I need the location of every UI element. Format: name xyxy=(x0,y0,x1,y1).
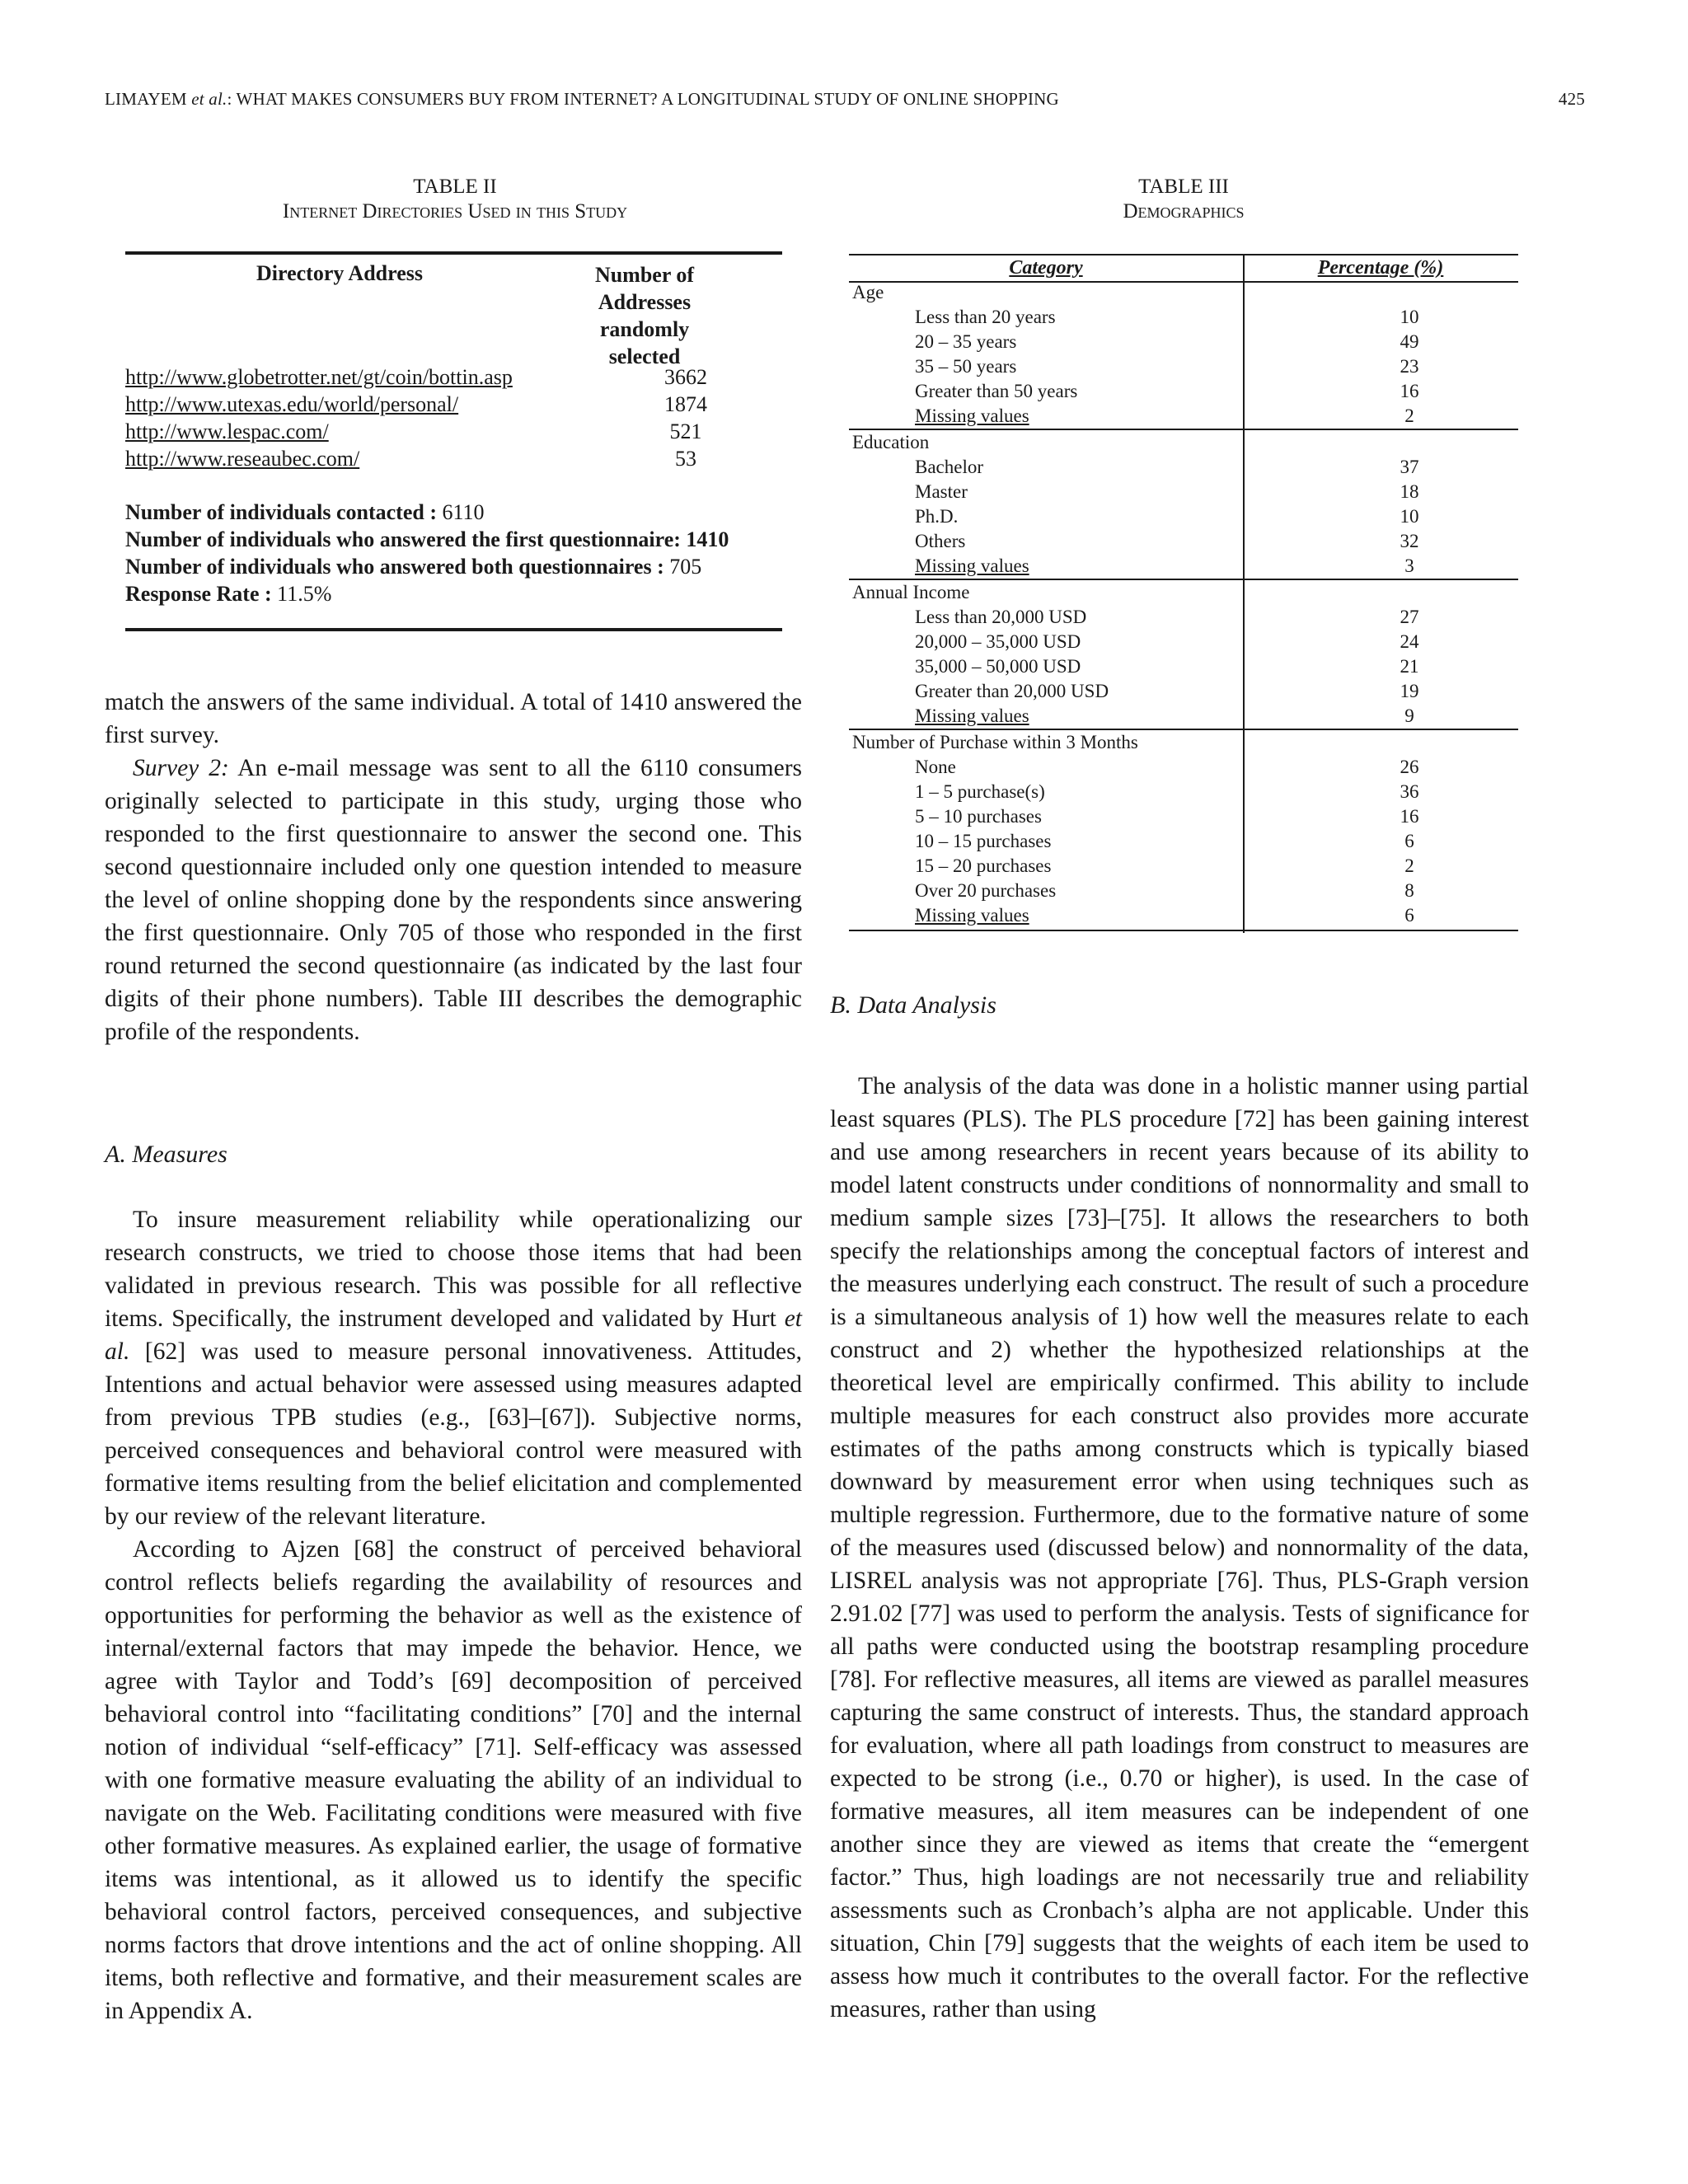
table2-row xyxy=(125,392,782,419)
row-label: Missing values xyxy=(915,705,1029,726)
table3-row xyxy=(849,630,1518,654)
paragraph: match the answers of the same individual. A total of 1410 answered the first survey. xyxy=(105,689,802,748)
table2-bottom-rule xyxy=(125,628,782,631)
summary-label: Number of individuals who answered both questionnaires : xyxy=(125,555,664,579)
paragraph xyxy=(105,1203,802,1533)
row-value: 6 xyxy=(1404,831,1414,851)
table3-row xyxy=(849,854,1518,879)
header-et-al: et al. xyxy=(191,89,227,109)
table2-row xyxy=(125,447,782,474)
page-number: 425 xyxy=(1558,89,1585,109)
paragraph-lead: Survey 2: xyxy=(133,755,229,781)
row-value: 6 xyxy=(1404,905,1414,926)
table3-row xyxy=(849,780,1518,804)
row-value: 16 xyxy=(1400,381,1419,401)
summary-label: Response Rate : xyxy=(125,582,272,606)
row-label: Master xyxy=(915,481,968,502)
table3-row xyxy=(849,605,1518,630)
table2-summary xyxy=(125,499,729,607)
row-value: 3 xyxy=(1404,555,1414,576)
summary-value: 6110 xyxy=(442,500,485,524)
table3-row xyxy=(849,755,1518,780)
row-label: None xyxy=(915,757,956,777)
section-heading-data-analysis: B. Data Analysis xyxy=(830,991,996,1019)
paragraph-text: To insure measurement reliability while operationalizing our research constructs, we tried to choose those items that had been validated in previous research. This was possible for all reflective items. Specifically, the instrument developed and validated by Hurt xyxy=(105,1207,802,1332)
table3-row xyxy=(849,480,1518,504)
group-name: Annual Income xyxy=(852,582,970,602)
table3-row xyxy=(849,804,1518,829)
row-value: 10 xyxy=(1400,506,1419,527)
row-label: Bachelor xyxy=(915,457,984,477)
table3-row xyxy=(849,879,1518,903)
table2-header-number-line: Number of xyxy=(594,263,695,287)
table2-top-rule xyxy=(125,251,782,255)
row-label: 35,000 – 50,000 USD xyxy=(915,656,1081,677)
row-value: 2 xyxy=(1404,855,1414,876)
row-value: 18 xyxy=(1400,481,1419,502)
summary-line xyxy=(125,580,729,607)
running-title xyxy=(105,89,1059,110)
summary-line xyxy=(125,499,729,526)
row-label: 35 – 50 years xyxy=(915,356,1017,377)
right-column xyxy=(830,1070,1529,2026)
running-header xyxy=(105,89,1585,114)
table3-caption xyxy=(849,175,1518,224)
paragraph-text: [62] was used to measure personal innovativeness. Attitudes, Intentions and actual behavior were assessed using measures adapted from previous TPB studies (e.g., [63]–[67]). Subjective norms, perceived consequences and behavioral control were measured with formative items resulting from the belief elicitation and complemented by our review of the relevant literature. xyxy=(105,1338,802,1530)
table3-group-row xyxy=(849,730,1518,755)
group-name: Number of Purchase within 3 Months xyxy=(852,732,1138,752)
table2-header-number-line: selected xyxy=(608,344,681,368)
table3-row xyxy=(849,654,1518,679)
row-label: 20 – 35 years xyxy=(915,331,1017,352)
row-label: Less than 20 years xyxy=(915,307,1056,327)
row-value: 16 xyxy=(1400,806,1419,827)
row-value: 21 xyxy=(1400,656,1419,677)
paragraph-et-al: et al. xyxy=(105,1305,802,1365)
row-value: 24 xyxy=(1400,631,1419,652)
paragraph xyxy=(105,752,802,1048)
table3-group-row xyxy=(849,280,1518,305)
table3-group-row xyxy=(849,430,1518,455)
left-column-top xyxy=(105,686,802,1048)
table3-row xyxy=(849,704,1518,729)
directory-link[interactable]: http://www.lespac.com/ xyxy=(125,419,329,443)
row-value: 9 xyxy=(1404,705,1414,726)
row-value: 36 xyxy=(1400,781,1419,802)
left-column-bottom xyxy=(105,1203,802,2027)
paragraph: According to Ajzen [68] the construct of perceived behavioral control reflects beliefs regarding the availability of resources and opportunities for performing the behavior as well as the existence of internal/external factors that may impede the behavior. Hence, we agree with Taylor and Todd’s [69] decomposition of perceived behavioral control into “facilitating conditions” [70] and the internal notion of individual “self-efficacy” [71]. Self-efficacy was assessed with one formative measure evaluating the ability of an individual to navigate on the Web. Facilitating conditions were measured with five other formative measures. As explained earlier, the usage of formative items was intentional, as it allowed us to identify the specific behavioral control factors, perceived consequences, and subjective norms factors that drove intentions and the act of online shopping. All items, both reflective and formative, and their measurement scales are in Appendix A. xyxy=(105,1536,802,2024)
table2-title: Internet Directories Used in this Study xyxy=(282,200,628,223)
table2-header-number xyxy=(562,261,727,370)
row-label: Missing values xyxy=(915,555,1029,576)
table3-row xyxy=(849,554,1518,579)
row-value: 37 xyxy=(1400,457,1419,477)
summary-value: 705 xyxy=(669,555,702,579)
table3-row xyxy=(849,379,1518,404)
table3-row xyxy=(849,305,1518,330)
address-count: 3662 xyxy=(664,365,707,389)
table2-caption xyxy=(125,175,785,224)
row-value: 2 xyxy=(1404,405,1414,426)
table3-row xyxy=(849,330,1518,354)
table3-header-percentage: Percentage (%) xyxy=(1317,257,1444,279)
row-label: 10 – 15 purchases xyxy=(915,831,1052,851)
row-label: 15 – 20 purchases xyxy=(915,855,1052,876)
row-value: 27 xyxy=(1400,607,1419,627)
table3 xyxy=(849,254,1518,938)
row-label: Ph.D. xyxy=(915,506,959,527)
summary-value: 11.5% xyxy=(277,582,332,606)
row-label: Missing values xyxy=(915,905,1029,926)
summary-line xyxy=(125,553,729,580)
row-label: 1 – 5 purchase(s) xyxy=(915,781,1045,802)
row-label: Missing values xyxy=(915,405,1029,426)
directory-link[interactable]: http://www.globetrotter.net/gt/coin/bottin.asp xyxy=(125,365,513,389)
directory-link[interactable]: http://www.reseaubec.com/ xyxy=(125,447,360,471)
table2-header-number-line: randomly xyxy=(599,317,690,341)
group-name: Education xyxy=(852,432,930,452)
paragraph-text: An e-mail message was sent to all the 6110 consumers originally selected to participate in this study, urging those who responded to the first questionnaire to answer the second one. This second questionnaire included only one question intended to measure the level of online shopping done by the respondents since answering the first questionnaire. Only 705 of those who responded in the first round returned the second questionnaire (as indicated by the last four digits of their phone numbers). Table III describes the demographic profile of the respondents. xyxy=(105,755,802,1045)
row-value: 19 xyxy=(1400,681,1419,701)
row-label: 20,000 – 35,000 USD xyxy=(915,631,1081,652)
row-value: 8 xyxy=(1404,880,1414,901)
table3-row xyxy=(849,529,1518,554)
row-value: 26 xyxy=(1400,757,1419,777)
summary-label: Number of individuals contacted : xyxy=(125,500,437,524)
row-value: 49 xyxy=(1400,331,1419,352)
table2 xyxy=(125,251,782,634)
row-value: 10 xyxy=(1400,307,1419,327)
row-label: Others xyxy=(915,531,966,551)
address-count: 521 xyxy=(669,419,702,443)
row-label: Less than 20,000 USD xyxy=(915,607,1087,627)
directory-link[interactable]: http://www.utexas.edu/world/personal/ xyxy=(125,392,459,416)
table3-label: TABLE III xyxy=(1138,176,1229,198)
row-value: 32 xyxy=(1400,531,1419,551)
table3-rule xyxy=(849,930,1518,931)
header-title: : WHAT MAKES CONSUMERS BUY FROM INTERNET? A LONGITUDINAL STUDY OF ONLINE SHOPPING xyxy=(227,89,1059,109)
table3-row xyxy=(849,504,1518,529)
row-label: Over 20 purchases xyxy=(915,880,1057,901)
row-value: 23 xyxy=(1400,356,1419,377)
table3-header-category: Category xyxy=(1009,257,1083,279)
header-authors: LIMAYEM xyxy=(105,89,187,109)
paragraph: The analysis of the data was done in a holistic manner using partial least squares (PLS). The PLS procedure [72] has been gaining interest and use among researchers in recent years because of its ability to model latent constructs under conditions of nonnormality and small to medium sample sizes [73]–[75]. It allows the researchers to both specify the relationships among the conceptual factors of interest and the measures underlying each construct. The result of such a procedure is a simultaneous analysis of 1) how well the measures relate to each construct and 2) whether the hypothesized relationships at the theoretical level are empirically confirmed. This ability to include multiple measures for each construct also provides more accurate estimates of the paths among constructs which is typically biased downward by measurement error when using techniques such as multiple regression. Furthermore, due to the formative nature of some of the measures used (discussed below) and nonnormality of the data, LISREL analysis was not appropriate [76]. Thus, PLS-Graph version 2.91.02 [77] was used to perform the analysis. Tests of significance for all paths were conducted using the bootstrap resampling procedure [78]. For reflective measures, all items are viewed as parallel measures capturing the same construct of interests. Thus, the standard approach for evaluation, where all path loadings from construct to measures are expected to be strong (i.e., 0.70 or higher), is used. In the case of formative measures, all item measures can be independent of one another since they are viewed as items that create the “emergent factor.” Thus, high loadings are not necessarily true and reliability assessments such as Cronbach’s alpha are not applicable. Under this situation, Chin [79] suggests that the weights of each item be used to assess how much it contributes to the overall factor. For the reflective measures, rather than using xyxy=(830,1073,1529,2022)
group-name: Age xyxy=(852,282,884,302)
row-label: Greater than 50 years xyxy=(915,381,1078,401)
table3-title: Demographics xyxy=(1123,200,1245,223)
table2-label: TABLE II xyxy=(413,176,497,198)
summary-label: Number of individuals who answered the first questionnaire: xyxy=(125,527,681,551)
table3-row xyxy=(849,455,1518,480)
table3-row xyxy=(849,404,1518,429)
table3-row xyxy=(849,829,1518,854)
table3-row xyxy=(849,354,1518,379)
table3-group-row xyxy=(849,580,1518,605)
table3-rule xyxy=(849,254,1518,255)
table3-row xyxy=(849,903,1518,928)
summary-line xyxy=(125,526,729,553)
section-heading-measures: A. Measures xyxy=(105,1141,227,1168)
table2-header-directory: Directory Address xyxy=(256,261,423,285)
table2-row xyxy=(125,365,782,392)
table2-header-number-line: Addresses xyxy=(598,290,692,314)
row-label: Greater than 20,000 USD xyxy=(915,681,1109,701)
summary-value: 1410 xyxy=(686,527,729,551)
row-label: 5 – 10 purchases xyxy=(915,806,1042,827)
table2-row xyxy=(125,419,782,447)
table3-row xyxy=(849,679,1518,704)
address-count: 53 xyxy=(675,447,696,471)
address-count: 1874 xyxy=(664,392,707,416)
